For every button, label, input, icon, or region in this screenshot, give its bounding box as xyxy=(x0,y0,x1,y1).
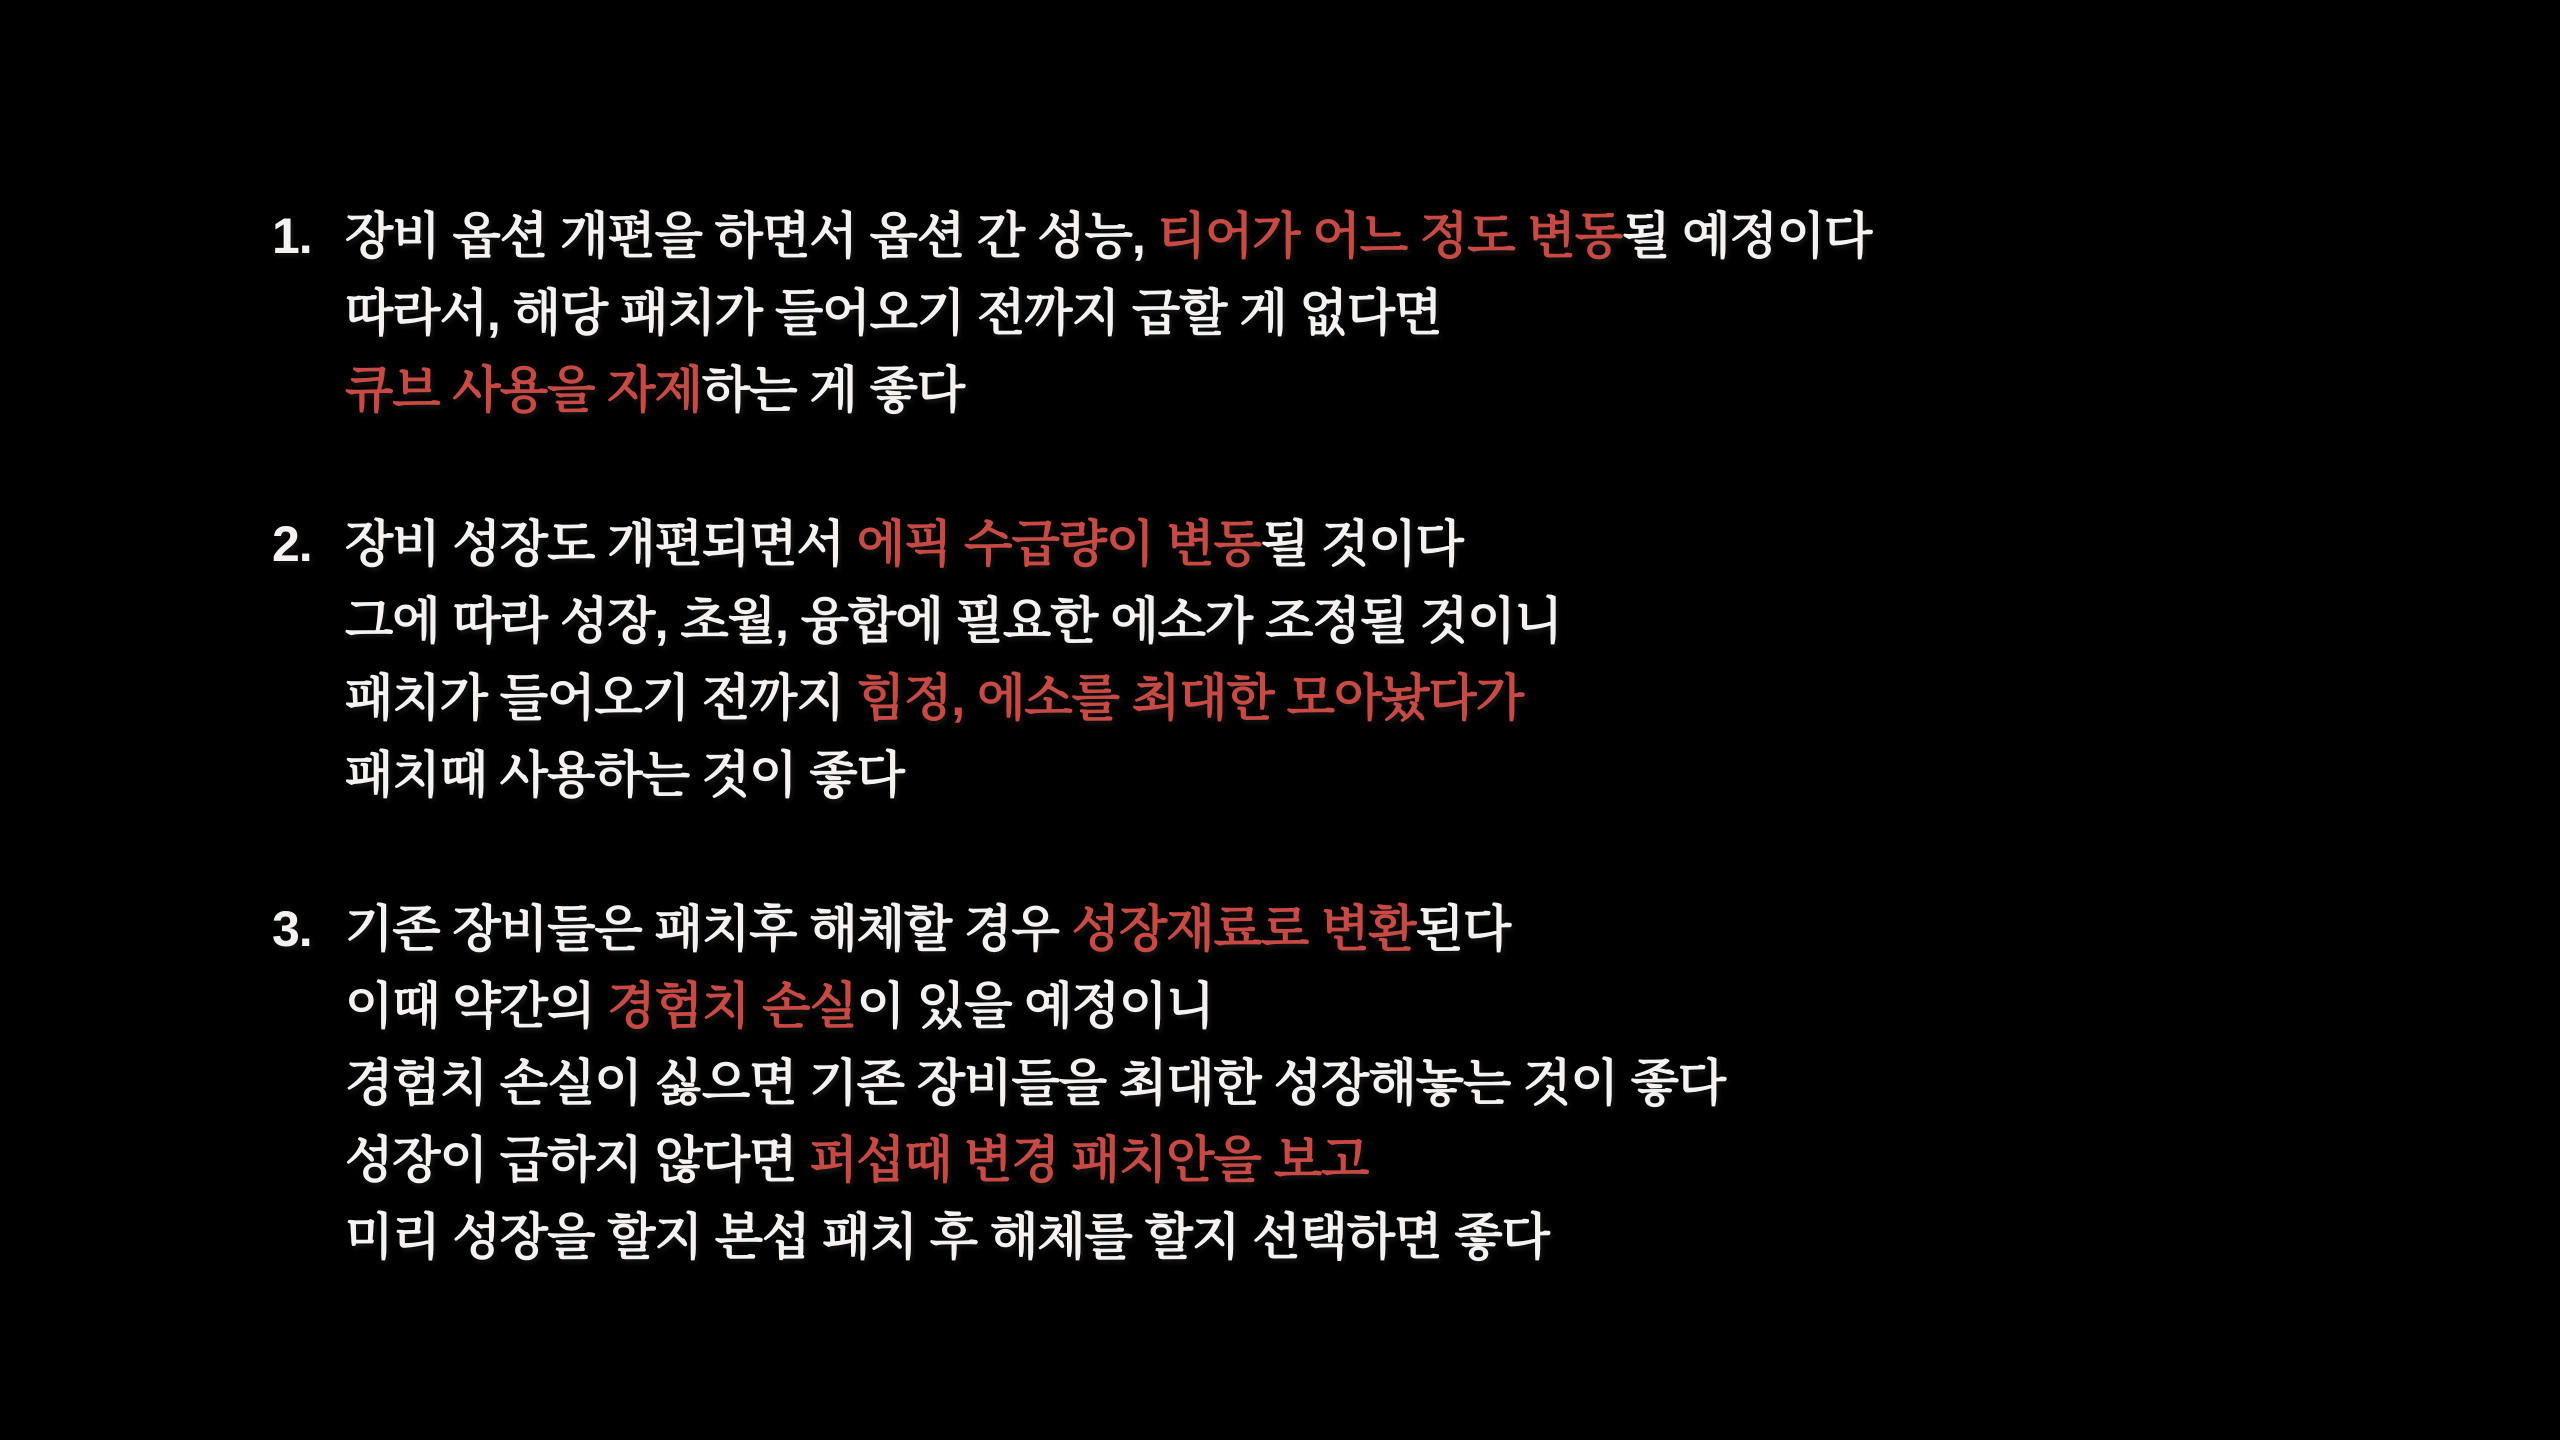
highlighted-text: 성장재료로 변환 xyxy=(1071,901,1416,957)
notice-text: 성장이 급하지 않다면 xyxy=(345,1132,810,1188)
section-number: 2. xyxy=(272,516,312,572)
highlighted-text: 힘정, 에소를 최대한 모아놨다가 xyxy=(856,670,1524,726)
notice-section-1 xyxy=(272,198,1871,429)
section-number: 3. xyxy=(272,901,312,957)
notice-line xyxy=(272,737,1871,814)
notice-text: 따라서, 해당 패치가 들어오기 전까지 급할 게 없다면 xyxy=(345,285,1442,341)
notice-line xyxy=(272,583,1871,660)
notice-line xyxy=(272,968,1871,1045)
notice-line xyxy=(272,198,1871,275)
highlighted-text: 티어가 어느 정도 변동 xyxy=(1157,208,1623,264)
notice-text: 이 있을 예정이니 xyxy=(856,978,1214,1034)
highlighted-text: 경험치 손실 xyxy=(607,978,857,1034)
notice-line xyxy=(272,660,1871,737)
notice-slide xyxy=(272,198,1871,1276)
notice-section-3 xyxy=(272,891,1871,1276)
notice-text: 장비 옵션 개편을 하면서 옵션 간 성능, xyxy=(345,208,1158,264)
notice-text: 그에 따라 성장, 초월, 융합에 필요한 에소가 조정될 것이니 xyxy=(345,593,1562,649)
notice-text: 이때 약간의 xyxy=(345,978,608,1034)
notice-text: 패치가 들어오기 전까지 xyxy=(345,670,857,726)
notice-line xyxy=(272,352,1871,429)
notice-text: 패치때 사용하는 것이 좋다 xyxy=(345,747,904,803)
notice-line xyxy=(272,1122,1871,1199)
notice-text: 미리 성장을 할지 본섭 패치 후 해체를 할지 선택하면 좋다 xyxy=(345,1209,1549,1265)
notice-text: 된다 xyxy=(1415,901,1511,957)
notice-section-2 xyxy=(272,506,1871,814)
highlighted-text: 큐브 사용을 자제 xyxy=(345,362,702,418)
notice-text: 하는 게 좋다 xyxy=(701,362,965,418)
notice-text: 될 예정이다 xyxy=(1622,208,1872,264)
notice-text: 경험치 손실이 싫으면 기존 장비들을 최대한 성장해놓는 것이 좋다 xyxy=(345,1055,1726,1111)
notice-text: 기존 장비들은 패치후 해체할 경우 xyxy=(345,901,1072,957)
notice-line xyxy=(272,506,1871,583)
section-number: 1. xyxy=(272,208,312,264)
notice-text: 장비 성장도 개편되면서 xyxy=(345,516,857,572)
notice-line xyxy=(272,275,1871,352)
notice-line xyxy=(272,1045,1871,1122)
notice-text: 될 것이다 xyxy=(1260,516,1463,572)
notice-line xyxy=(272,891,1871,968)
highlighted-text: 에픽 수급량이 변동 xyxy=(856,516,1261,572)
highlighted-text: 퍼섭때 변경 패치안을 보고 xyxy=(809,1132,1369,1188)
notice-line xyxy=(272,1199,1871,1276)
